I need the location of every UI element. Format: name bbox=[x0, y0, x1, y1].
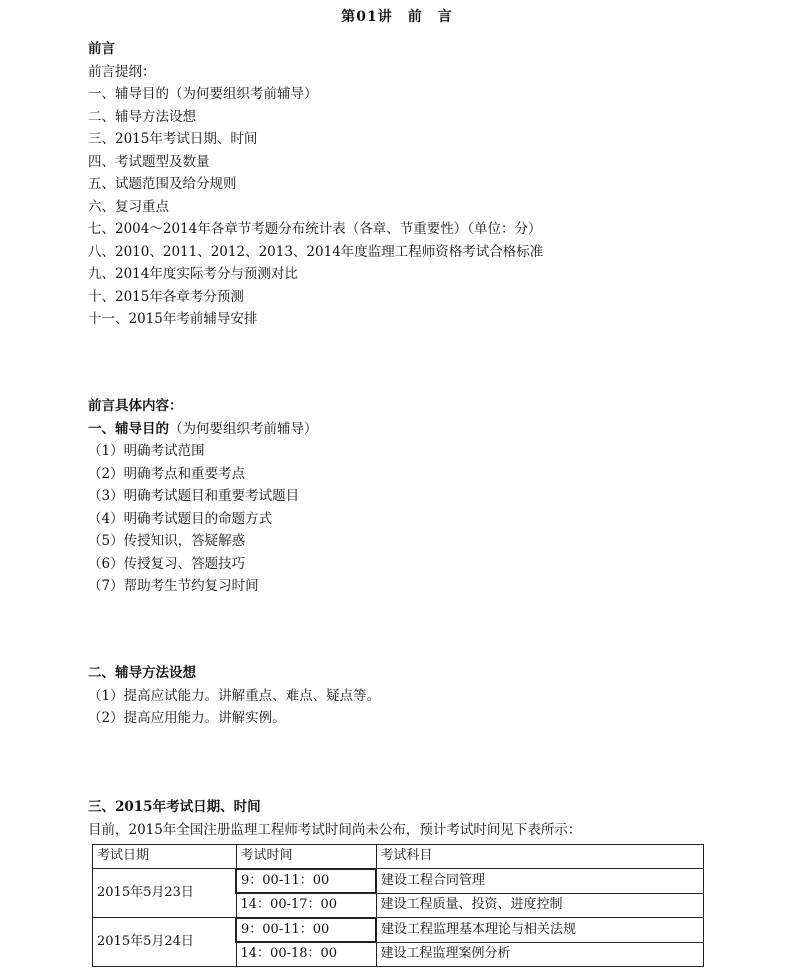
outline-item: 十一、2015年考前辅导安排 bbox=[88, 311, 258, 327]
header-time: 考试时间 bbox=[236, 845, 376, 869]
header-date: 考试日期 bbox=[93, 845, 237, 869]
section-2 bbox=[88, 662, 728, 730]
section-1-item: （6）传授复习、答题技巧 bbox=[88, 555, 246, 572]
section-1-item: （3）明确考试题目和重要考试题目 bbox=[88, 488, 300, 504]
section-2-item: （2）提高应用能力。讲解实例。 bbox=[88, 710, 286, 726]
time-cell: 14：00-18：00 bbox=[236, 942, 376, 966]
subject-cell: 建设工程监理基本理论与相关法规 bbox=[376, 918, 704, 943]
time-cell: 9：00-11：00 bbox=[236, 869, 376, 894]
section-1-subtitle: （为何要组织考前辅导） bbox=[169, 420, 318, 437]
subject-cell: 建设工程质量、投资、进度控制 bbox=[376, 893, 704, 918]
outline-item: 六、复习重点 bbox=[88, 198, 169, 215]
outline-item: 七、2004～2014年各章节考题分布统计表（各章、节重要性）（单位：分） bbox=[88, 221, 542, 237]
preface-heading: 前言 bbox=[88, 41, 115, 57]
section-1-item: （4）明确考试题目的命题方式 bbox=[88, 510, 273, 527]
lecture-title: 第01讲 前 言 bbox=[341, 9, 453, 25]
section-1-item: （5）传授知识，答疑解惑 bbox=[88, 533, 246, 549]
exam-schedule-table bbox=[92, 844, 704, 967]
date-cell: 2015年5月24日 bbox=[93, 918, 237, 967]
outline-item: 二、辅导方法设想 bbox=[88, 108, 196, 125]
section-2-item: （1）提高应试能力。讲解重点、难点、疑点等。 bbox=[88, 687, 381, 704]
outline-item: 九、2014年度实际考分与预测对比 bbox=[88, 266, 298, 282]
outline-item: 四、考试题型及数量 bbox=[88, 153, 210, 170]
header-subject: 考试科目 bbox=[376, 845, 704, 869]
outline-item: 三、2015年考试日期、时间 bbox=[88, 131, 258, 147]
section-1-item: （7）帮助考生节约复习时间 bbox=[88, 578, 259, 594]
outline-item: 十、2015年各章考分预测 bbox=[88, 288, 244, 305]
date-cell: 2015年5月23日 bbox=[93, 869, 237, 918]
table-header-row bbox=[93, 845, 704, 869]
outline-label: 前言提纲： bbox=[88, 63, 156, 80]
table-row bbox=[93, 918, 704, 943]
section-3 bbox=[88, 796, 728, 841]
time-cell: 9：00-11：00 bbox=[236, 918, 376, 943]
section-1-item: （1）明确考试范围 bbox=[88, 443, 205, 459]
section-2-heading: 二、辅导方法设想 bbox=[88, 665, 196, 681]
preface-outline-section bbox=[88, 38, 728, 331]
section-3-intro: 目前，2015年全国注册监理工程师考试时间尚未公布，预计考试时间见下表所示： bbox=[88, 821, 582, 838]
outline-item: 一、辅导目的（为何要组织考前辅导） bbox=[88, 86, 318, 102]
section-1-item: （2）明确考点和重要考点 bbox=[88, 465, 246, 482]
content-section bbox=[88, 395, 728, 598]
time-cell: 14：00-17：00 bbox=[236, 893, 376, 918]
section-1-heading bbox=[88, 418, 728, 441]
subject-cell: 建设工程合同管理 bbox=[376, 869, 704, 894]
section-1-title: 一、辅导目的 bbox=[88, 420, 169, 437]
subject-cell: 建设工程监理案例分析 bbox=[376, 942, 704, 966]
table-row bbox=[93, 869, 704, 894]
section-3-heading: 三、2015年考试日期、时间 bbox=[88, 799, 261, 815]
outline-item: 五、试题范围及给分规则 bbox=[88, 176, 237, 192]
content-heading: 前言具体内容： bbox=[88, 398, 183, 414]
outline-item: 八、2010、2011、2012、2013、2014年度监理工程师资格考试合格标准 bbox=[88, 243, 544, 260]
